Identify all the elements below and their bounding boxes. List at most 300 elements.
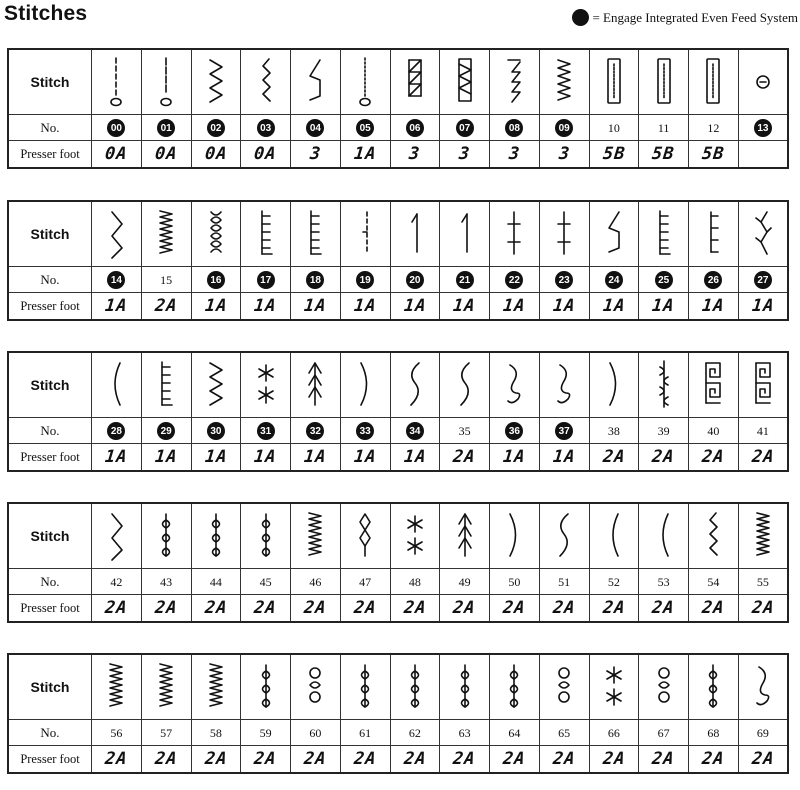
presser-foot-cell <box>191 595 241 623</box>
stitch-number-cell <box>689 720 739 746</box>
presser-foot-cell <box>340 293 390 321</box>
presser-foot-code: 1A <box>701 296 726 316</box>
stitch-number-cell <box>639 418 689 444</box>
stitch-number-cell <box>92 267 142 293</box>
stitch-number-cell <box>291 569 341 595</box>
stitch-number: 59 <box>259 725 272 740</box>
stitch-number-cell <box>291 418 341 444</box>
presser-foot-cell <box>191 293 241 321</box>
presser-foot-cell <box>141 293 191 321</box>
feed-badge: 01 <box>157 119 175 137</box>
feed-badge: 26 <box>704 271 722 289</box>
feed-badge: 07 <box>456 119 474 137</box>
presser-foot-cell <box>539 293 589 321</box>
presser-foot-cell <box>689 595 739 623</box>
stitch-number: 66 <box>607 725 620 740</box>
stitch-number: 12 <box>707 120 720 135</box>
presser-foot-code: 1A <box>303 447 328 467</box>
stitch-number: 68 <box>707 725 720 740</box>
stitch-number: 54 <box>707 574 720 589</box>
legend <box>572 9 798 26</box>
presser-foot-code: 2A <box>701 598 726 618</box>
stitch-number-cell <box>340 569 390 595</box>
feed-dot-icon <box>572 9 589 26</box>
stitch-number-cell <box>141 720 191 746</box>
stitch-number-cell <box>539 418 589 444</box>
presser-foot-code: 2A <box>303 749 328 769</box>
stitch-number-cell <box>191 720 241 746</box>
presser-foot-cell <box>191 444 241 472</box>
presser-foot-cell <box>589 141 639 169</box>
stitch-number: 10 <box>607 120 620 135</box>
stitch-table-4 <box>7 502 789 623</box>
feed-badge: 34 <box>406 422 424 440</box>
presser-foot-code: 1A <box>303 296 328 316</box>
stitch-number-cell <box>241 569 291 595</box>
stitch-number: 41 <box>756 423 769 438</box>
stitch-number: 47 <box>359 574 372 589</box>
leaf-stitch-icon <box>689 654 739 720</box>
presser-foot-cell <box>241 595 291 623</box>
presser-foot-cell <box>340 595 390 623</box>
stitch-number-cell <box>639 267 689 293</box>
stitch-number-cell <box>440 267 490 293</box>
loop-stitch-icon <box>539 352 589 418</box>
presser-foot-cell <box>141 444 191 472</box>
presser-foot-code: 1A <box>253 447 278 467</box>
flower-stitch-icon <box>639 654 689 720</box>
straight-center-stitch-icon <box>141 49 191 115</box>
stitch-number-cell <box>92 569 142 595</box>
presser-foot-header: Presser foot <box>8 293 92 321</box>
presser-foot-code: 2A <box>253 598 278 618</box>
presser-foot-header: Presser foot <box>8 746 92 774</box>
stitch-number: 46 <box>309 574 322 589</box>
presser-foot-code: 2A <box>502 598 527 618</box>
presser-foot-code: 2A <box>551 749 577 769</box>
satin-stitch-icon <box>291 503 341 569</box>
ladder-stitch-icon <box>141 352 191 418</box>
stitch-number-cell <box>241 720 291 746</box>
stitch-table-5 <box>7 653 789 774</box>
leaf-stitch-icon <box>440 654 490 720</box>
stitch-number-cell <box>639 115 689 141</box>
stitch-number: 35 <box>458 423 471 438</box>
presser-foot-code: 1A <box>402 296 428 316</box>
blanket-stitch-icon <box>689 201 739 267</box>
presser-foot-code: 2A <box>651 598 676 618</box>
presser-foot-code: 2A <box>153 296 179 316</box>
stitch-number-cell <box>689 267 739 293</box>
satin-stitch-icon <box>191 654 241 720</box>
stitch-table-3 <box>7 351 789 472</box>
presser-foot-code: 1A <box>253 296 278 316</box>
presser-foot-cell <box>340 141 390 169</box>
stitch-number-cell <box>490 115 540 141</box>
presser-foot-cell <box>539 746 589 774</box>
zigzag-stitch-icon <box>191 352 241 418</box>
stitch-number-cell <box>141 115 191 141</box>
feed-badge: 36 <box>505 422 523 440</box>
presser-foot-code: 1A <box>502 447 527 467</box>
stitch-number: 63 <box>458 725 471 740</box>
presser-foot-code: 3 <box>408 144 422 164</box>
stitch-number-cell <box>440 418 490 444</box>
arrow-stitch-icon <box>440 503 490 569</box>
stitch-number-cell <box>689 569 739 595</box>
presser-foot-code: 2A <box>750 749 776 769</box>
stitch-number-cell <box>390 418 440 444</box>
ladder-stitch-icon <box>291 201 341 267</box>
presser-foot-code: 3 <box>507 144 522 164</box>
presser-foot-cell <box>689 444 739 472</box>
legend-text: = Engage Integrated Even Feed System <box>592 9 798 25</box>
stitch-number-cell <box>340 115 390 141</box>
straight-short-stitch-icon <box>390 201 440 267</box>
loop-stitch-icon <box>738 654 788 720</box>
stitch-number: 51 <box>558 574 571 589</box>
feed-badge: 22 <box>505 271 523 289</box>
stitch-number: 53 <box>657 574 670 589</box>
presser-foot-cell <box>738 141 788 169</box>
stitch-number: 60 <box>309 725 322 740</box>
straight-short-stitch-icon <box>440 201 490 267</box>
presser-foot-cell <box>191 746 241 774</box>
leaf-stitch-icon <box>490 654 540 720</box>
feed-badge: 16 <box>207 271 225 289</box>
feed-badge: 24 <box>605 271 623 289</box>
presser-foot-code: 1A <box>452 296 477 316</box>
blind-stitch-icon <box>291 49 341 115</box>
presser-foot-code: 3 <box>457 144 472 164</box>
satin-stitch-icon <box>141 201 191 267</box>
feed-badge: 06 <box>406 119 424 137</box>
presser-foot-cell <box>141 746 191 774</box>
presser-foot-code: 1A <box>352 447 378 467</box>
stitch-number-cell <box>390 569 440 595</box>
stitch-number: 11 <box>657 120 670 135</box>
presser-foot-code: 2A <box>402 749 428 769</box>
stitch-number: 42 <box>110 574 123 589</box>
presser-foot-cell <box>390 444 440 472</box>
stitch-number-cell <box>738 569 788 595</box>
chain-stitch-icon <box>639 352 689 418</box>
presser-foot-cell <box>639 595 689 623</box>
stitch-table-1 <box>7 48 789 169</box>
presser-foot-code: 2A <box>104 749 129 769</box>
feed-badge: 32 <box>306 422 324 440</box>
stitch-number: 52 <box>607 574 620 589</box>
satin-stitch-icon <box>738 503 788 569</box>
stitch-number-cell <box>539 720 589 746</box>
stitch-number-cell <box>340 720 390 746</box>
zigzag-small-stitch-icon <box>689 503 739 569</box>
presser-foot-code: 1A <box>104 296 129 316</box>
presser-foot-cell <box>689 746 739 774</box>
presser-foot-code: 1A <box>651 296 676 316</box>
presser-foot-code: 3 <box>557 144 571 164</box>
stitch-number-cell <box>141 267 191 293</box>
curve-left-stitch-icon <box>639 503 689 569</box>
stitch-number: 57 <box>160 725 173 740</box>
stitch-number-cell <box>241 418 291 444</box>
curve-right-stitch-icon <box>340 352 390 418</box>
presser-foot-cell <box>390 293 440 321</box>
presser-foot-code: 1A <box>203 447 229 467</box>
stitch-number: 56 <box>110 725 123 740</box>
stitch-number-cell <box>191 418 241 444</box>
stitch-number-cell <box>639 569 689 595</box>
presser-foot-cell <box>291 595 341 623</box>
feed-badge: 25 <box>655 271 673 289</box>
page-title: Stitches <box>4 2 88 25</box>
feed-badge: 09 <box>555 119 573 137</box>
feed-badge: 20 <box>406 271 424 289</box>
stitch-number-cell <box>241 115 291 141</box>
presser-foot-code: 1A <box>601 296 627 316</box>
presser-foot-cell <box>589 444 639 472</box>
stretch-stitch-icon <box>340 49 390 115</box>
satin-stitch-icon <box>141 654 191 720</box>
presser-foot-cell <box>589 595 639 623</box>
greek-key-stitch-icon <box>738 352 788 418</box>
presser-foot-code: 1A <box>551 296 577 316</box>
stitch-header: Stitch <box>8 654 92 720</box>
presser-foot-code: 2A <box>651 749 676 769</box>
stitch-header: Stitch <box>8 503 92 569</box>
feed-badge: 18 <box>306 271 324 289</box>
presser-foot-cell <box>639 444 689 472</box>
presser-foot-cell <box>141 141 191 169</box>
stitch-number: 44 <box>209 574 222 589</box>
zigzag-stretch-stitch-icon <box>539 49 589 115</box>
stitch-number-cell <box>291 267 341 293</box>
presser-foot-cell <box>291 746 341 774</box>
presser-foot-cell <box>92 746 142 774</box>
feed-badge: 19 <box>356 271 374 289</box>
stitch-number-cell <box>440 115 490 141</box>
presser-foot-cell <box>92 141 142 169</box>
stitch-number-cell <box>490 720 540 746</box>
stitch-number: 39 <box>657 423 670 438</box>
stitch-number-cell <box>689 115 739 141</box>
feed-badge: 17 <box>257 271 275 289</box>
leaf-stitch-icon <box>390 654 440 720</box>
feed-badge: 14 <box>107 271 125 289</box>
stitch-number: 69 <box>756 725 769 740</box>
presser-foot-code: 2A <box>352 749 378 769</box>
feed-badge: 23 <box>555 271 573 289</box>
presser-foot-header: Presser foot <box>8 444 92 472</box>
stitch-number-cell <box>639 720 689 746</box>
stitch-number-cell <box>589 569 639 595</box>
presser-foot-cell <box>141 595 191 623</box>
presser-foot-code: 2A <box>303 598 328 618</box>
loop-stitch-icon <box>490 352 540 418</box>
curve-s-stitch-icon <box>440 352 490 418</box>
stitch-number-cell <box>738 720 788 746</box>
presser-foot-cell <box>440 595 490 623</box>
presser-foot-code: 1A <box>502 296 527 316</box>
presser-foot-code: 0A <box>253 144 278 164</box>
feed-badge: 27 <box>754 271 772 289</box>
straight-left-stitch-icon <box>92 49 142 115</box>
eyelet-stitch-icon <box>738 49 788 115</box>
presser-foot-code: 1A <box>551 447 577 467</box>
stitch-number-cell <box>291 115 341 141</box>
feed-badge: 31 <box>257 422 275 440</box>
presser-foot-cell <box>539 444 589 472</box>
presser-foot-code: 2A <box>452 749 477 769</box>
presser-foot-header: Presser foot <box>8 141 92 169</box>
buttonhole-stitch-icon <box>589 49 639 115</box>
presser-foot-code: 2A <box>601 598 627 618</box>
stitch-number-cell <box>141 418 191 444</box>
presser-foot-cell <box>191 141 241 169</box>
feed-badge: 33 <box>356 422 374 440</box>
stitch-number-cell <box>738 115 788 141</box>
stitch-number-cell <box>191 267 241 293</box>
presser-foot-code: 1A <box>402 447 428 467</box>
presser-foot-code: 2A <box>701 447 726 467</box>
stitch-number-cell <box>440 569 490 595</box>
feed-badge: 05 <box>356 119 374 137</box>
stitch-number-cell <box>490 267 540 293</box>
overlock-box-stitch-icon <box>440 49 490 115</box>
presser-foot-code: 5B <box>701 144 726 164</box>
presser-foot-code: 2A <box>551 598 577 618</box>
presser-foot-cell <box>490 444 540 472</box>
stitch-number-cell <box>92 720 142 746</box>
stitch-number: 40 <box>707 423 720 438</box>
feed-badge: 37 <box>555 422 573 440</box>
presser-foot-code: 2A <box>153 749 179 769</box>
stitch-number-cell <box>539 569 589 595</box>
ladder-stitch-icon <box>639 201 689 267</box>
tricot-stitch-icon <box>490 49 540 115</box>
stitch-number-cell <box>539 267 589 293</box>
cross-stitch-icon <box>539 201 589 267</box>
stitch-number-cell <box>141 569 191 595</box>
presser-foot-code: 2A <box>153 598 179 618</box>
stitch-number-cell <box>92 418 142 444</box>
stitch-number-cell <box>490 569 540 595</box>
presser-foot-cell <box>241 141 291 169</box>
star-stitch-icon <box>589 654 639 720</box>
stitch-number-cell <box>589 267 639 293</box>
presser-foot-cell <box>291 293 341 321</box>
stitch-number-cell <box>539 115 589 141</box>
stitch-number-cell <box>340 418 390 444</box>
no-header: No. <box>8 267 92 293</box>
presser-foot-cell <box>639 746 689 774</box>
stitch-number-cell <box>390 267 440 293</box>
presser-foot-cell <box>241 746 291 774</box>
stitch-header: Stitch <box>8 352 92 418</box>
stitch-number: 48 <box>408 574 421 589</box>
presser-foot-code: 2A <box>750 598 776 618</box>
feed-badge: 28 <box>107 422 125 440</box>
stitch-number-cell <box>589 115 639 141</box>
zigzag-wide-stitch-icon <box>92 503 142 569</box>
presser-foot-code: 2A <box>701 749 726 769</box>
feed-badge: 29 <box>157 422 175 440</box>
presser-foot-header: Presser foot <box>8 595 92 623</box>
presser-foot-code: 3 <box>308 144 323 164</box>
stitch-number-cell <box>340 267 390 293</box>
presser-foot-cell <box>440 293 490 321</box>
presser-foot-code: 1A <box>153 447 179 467</box>
presser-foot-code: 2A <box>352 598 378 618</box>
feed-badge: 04 <box>306 119 324 137</box>
curve-right-stitch-icon <box>490 503 540 569</box>
feed-badge: 02 <box>207 119 225 137</box>
leaf-stitch-icon <box>191 503 241 569</box>
presser-foot-cell <box>490 595 540 623</box>
presser-foot-code: 1A <box>750 296 776 316</box>
leaf-stitch-icon <box>241 654 291 720</box>
stitch-number-cell <box>241 267 291 293</box>
feed-badge: 03 <box>257 119 275 137</box>
stitch-number-cell <box>490 418 540 444</box>
stitch-number: 49 <box>458 574 471 589</box>
stitch-number-cell <box>92 115 142 141</box>
curve-left-stitch-icon <box>589 503 639 569</box>
presser-foot-cell <box>92 293 142 321</box>
presser-foot-cell <box>390 746 440 774</box>
presser-foot-code: 5B <box>601 144 627 164</box>
satin-stitch-icon <box>92 654 142 720</box>
presser-foot-cell <box>738 293 788 321</box>
presser-foot-cell <box>738 444 788 472</box>
presser-foot-code: 1A <box>352 296 378 316</box>
stitch-number-cell <box>738 418 788 444</box>
stitch-number: 61 <box>359 725 372 740</box>
presser-foot-cell <box>440 141 490 169</box>
stitch-number-cell <box>738 267 788 293</box>
feather-stitch-icon <box>738 201 788 267</box>
stitch-number: 58 <box>209 725 222 740</box>
stitch-number: 38 <box>607 423 620 438</box>
ladder-stitch-icon <box>241 201 291 267</box>
presser-foot-cell <box>738 595 788 623</box>
honeycomb-stitch-icon <box>191 201 241 267</box>
presser-foot-cell <box>738 746 788 774</box>
greek-key-stitch-icon <box>689 352 739 418</box>
presser-foot-cell <box>490 141 540 169</box>
presser-foot-code: 2A <box>104 598 129 618</box>
presser-foot-code: 2A <box>452 598 477 618</box>
presser-foot-code: 2A <box>253 749 278 769</box>
curve-right-stitch-icon <box>589 352 639 418</box>
stitch-header: Stitch <box>8 49 92 115</box>
presser-foot-code: 2A <box>502 749 527 769</box>
stitch-number: 65 <box>558 725 571 740</box>
stitch-number: 62 <box>408 725 421 740</box>
stitch-number: 45 <box>259 574 272 589</box>
curve-s-stitch-icon <box>539 503 589 569</box>
presser-foot-code: 1A <box>104 447 129 467</box>
stitch-number-cell <box>440 720 490 746</box>
presser-foot-code: 2A <box>651 447 676 467</box>
no-header: No. <box>8 418 92 444</box>
stitch-number-cell <box>390 115 440 141</box>
stitch-number-cell <box>191 115 241 141</box>
presser-foot-cell <box>291 141 341 169</box>
stitch-number: 67 <box>657 725 670 740</box>
presser-foot-cell <box>689 141 739 169</box>
curve-left-stitch-icon <box>92 352 142 418</box>
